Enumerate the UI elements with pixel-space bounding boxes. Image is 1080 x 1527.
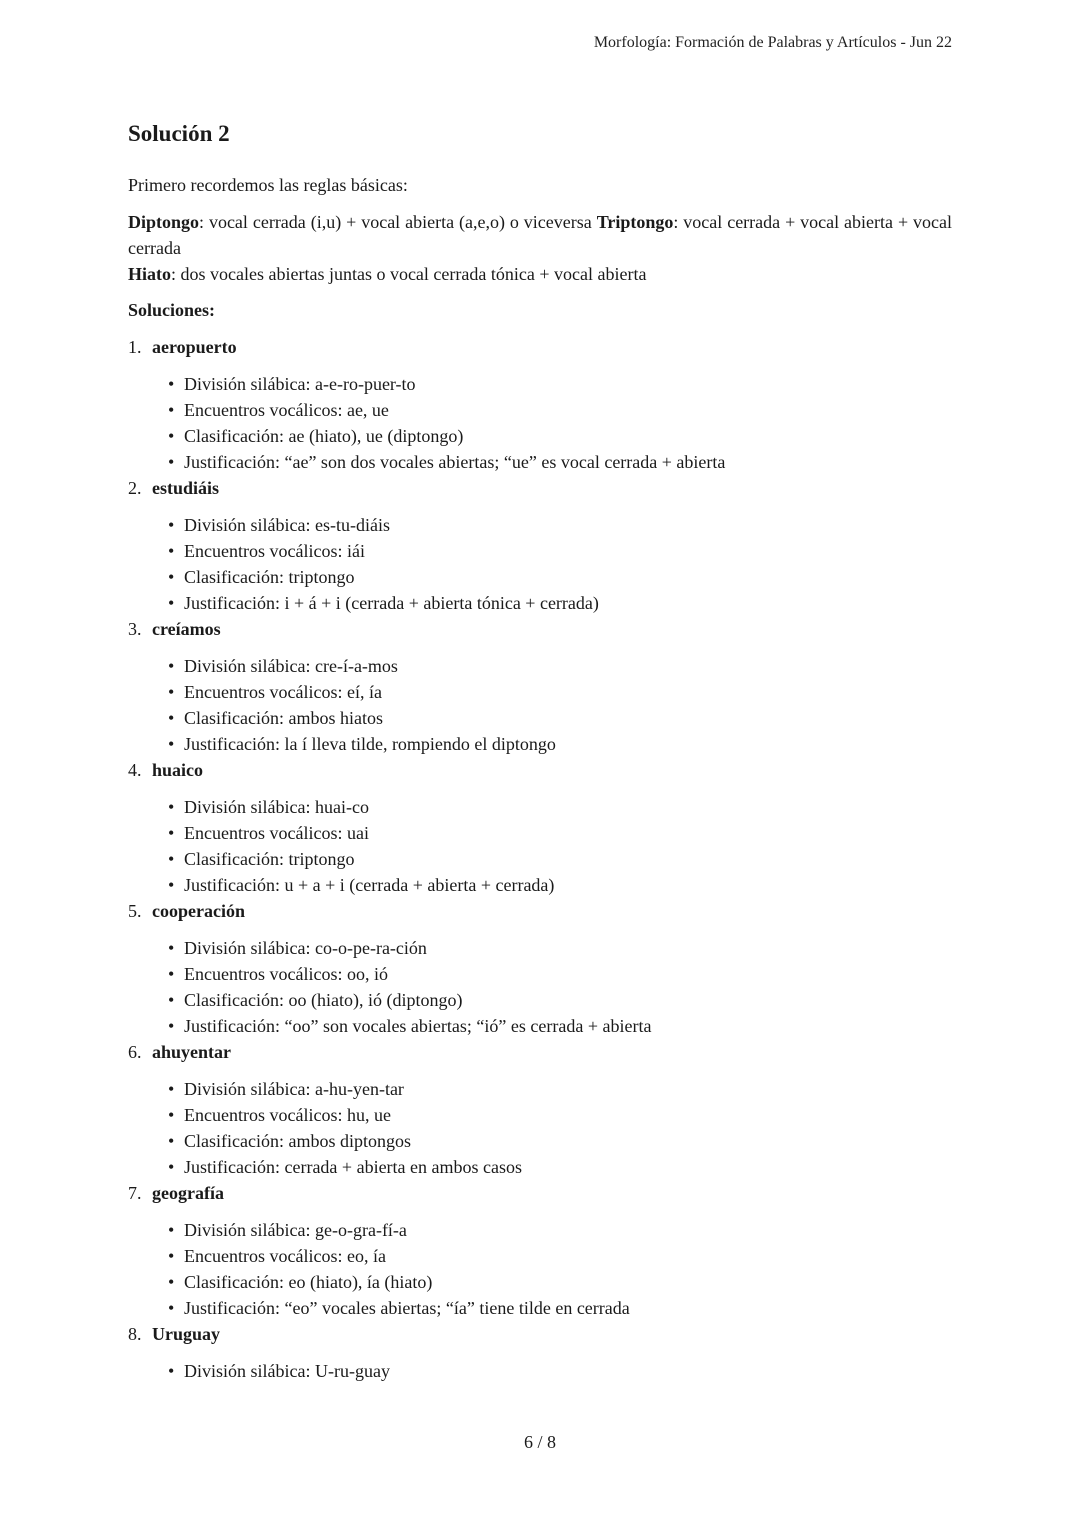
rule-text-triptongo: : vocal cerrada + vocal abierta + vocal cerrada (128, 212, 952, 258)
rule-term-hiato: Hiato (128, 264, 171, 284)
detail-item: • División silábica: cre-í-a-mos (168, 653, 952, 679)
rule-term-diptongo: Diptongo (128, 212, 200, 232)
detail-item: • División silábica: huai-co (168, 794, 952, 820)
detail-item: • Justificación: cerrada + abierta en ambos casos (168, 1154, 952, 1180)
detail-item: • Encuentros vocálicos: uai (168, 820, 952, 846)
section-title: Solución 2 (128, 121, 230, 146)
word-title: cooperación (152, 901, 245, 921)
word-details-list (152, 794, 952, 898)
word-title: Uruguay (152, 1324, 221, 1344)
word-number: 2. (128, 478, 142, 498)
word-title: estudiáis (152, 478, 220, 498)
detail-item: • Clasificación: ae (hiato), ue (diptongo) (168, 423, 952, 449)
detail-item: • Clasificación: oo (hiato), ió (diptongo) (168, 987, 952, 1013)
page-header-title: Morfología: Formación de Palabras y Artículos - Jun 22 (593, 34, 952, 51)
word-details-list (152, 1076, 952, 1180)
word-details-list (152, 935, 952, 1039)
words-list (128, 334, 952, 1384)
detail-item: • Clasificación: eo (hiato), ía (hiato) (168, 1269, 952, 1295)
word-number: 1. (128, 337, 142, 357)
detail-item: • Encuentros vocálicos: hu, ue (168, 1102, 952, 1128)
word-details-list (152, 512, 952, 616)
word-item (128, 475, 952, 616)
detail-item: • Justificación: “eo” vocales abiertas; “ía” tiene tilde en cerrada (168, 1295, 952, 1321)
detail-item: • Justificación: “oo” son vocales abiertas; “ió” es cerrada + abierta (168, 1013, 952, 1039)
detail-item: • Clasificación: ambos diptongos (168, 1128, 952, 1154)
word-details-list (152, 371, 952, 475)
word-details-list (152, 1217, 952, 1321)
word-item (128, 1321, 952, 1384)
detail-item: • División silábica: a-hu-yen-tar (168, 1076, 952, 1102)
word-title: aeropuerto (152, 337, 237, 357)
word-item (128, 757, 952, 898)
detail-item: • Encuentros vocálicos: oo, ió (168, 961, 952, 987)
rule-term-triptongo: Triptongo (596, 212, 674, 232)
detail-item: • Clasificación: ambos hiatos (168, 705, 952, 731)
detail-item: • División silábica: a-e-ro-puer-to (168, 371, 952, 397)
word-item (128, 1180, 952, 1321)
detail-item: • Justificación: u + a + i (cerrada + abierta + cerrada) (168, 872, 952, 898)
detail-item: • Clasificación: triptongo (168, 564, 952, 590)
detail-item: • Encuentros vocálicos: eo, ía (168, 1243, 952, 1269)
word-details-list (152, 1358, 952, 1384)
word-item (128, 898, 952, 1039)
detail-item: • Encuentros vocálicos: ae, ue (168, 397, 952, 423)
detail-item: • Justificación: i + á + i (cerrada + abierta tónica + cerrada) (168, 590, 952, 616)
detail-item: • Justificación: la í lleva tilde, rompiendo el diptongo (168, 731, 952, 757)
word-details-list (152, 653, 952, 757)
detail-item: • División silábica: ge-o-gra-fí-a (168, 1217, 952, 1243)
page-number: 6 / 8 (523, 1432, 556, 1452)
word-title: huaico (152, 760, 204, 780)
word-number: 3. (128, 619, 142, 639)
detail-item: • Justificación: “ae” son dos vocales abiertas; “ue” es vocal cerrada + abierta (168, 449, 952, 475)
detail-item: • División silábica: co-o-pe-ra-ción (168, 935, 952, 961)
detail-item: • Encuentros vocálicos: iái (168, 538, 952, 564)
detail-item: • División silábica: U-ru-guay (168, 1358, 952, 1384)
word-item (128, 616, 952, 757)
word-title: geografía (152, 1183, 224, 1203)
word-title: ahuyentar (152, 1042, 232, 1062)
word-number: 4. (128, 760, 142, 780)
detail-item: • División silábica: es-tu-diáis (168, 512, 952, 538)
word-item (128, 1039, 952, 1180)
word-title: creíamos (152, 619, 221, 639)
rule-text-diptongo: : vocal cerrada (i,u) + vocal abierta (a,e,o) o viceversa (199, 212, 597, 232)
word-number: 7. (128, 1183, 142, 1203)
solutions-label: Soluciones: (128, 300, 216, 320)
rule-text-hiato: : dos vocales abiertas juntas o vocal cerrada tónica + vocal abierta (171, 264, 647, 284)
solution-section (128, 118, 952, 1384)
intro-text: Primero recordemos las reglas básicas: (128, 175, 408, 195)
detail-item: • Encuentros vocálicos: eí, ía (168, 679, 952, 705)
word-number: 6. (128, 1042, 142, 1062)
detail-item: • Clasificación: triptongo (168, 846, 952, 872)
word-number: 8. (128, 1324, 142, 1344)
word-item (128, 334, 952, 475)
rules-paragraph (128, 209, 952, 287)
word-number: 5. (128, 901, 142, 921)
